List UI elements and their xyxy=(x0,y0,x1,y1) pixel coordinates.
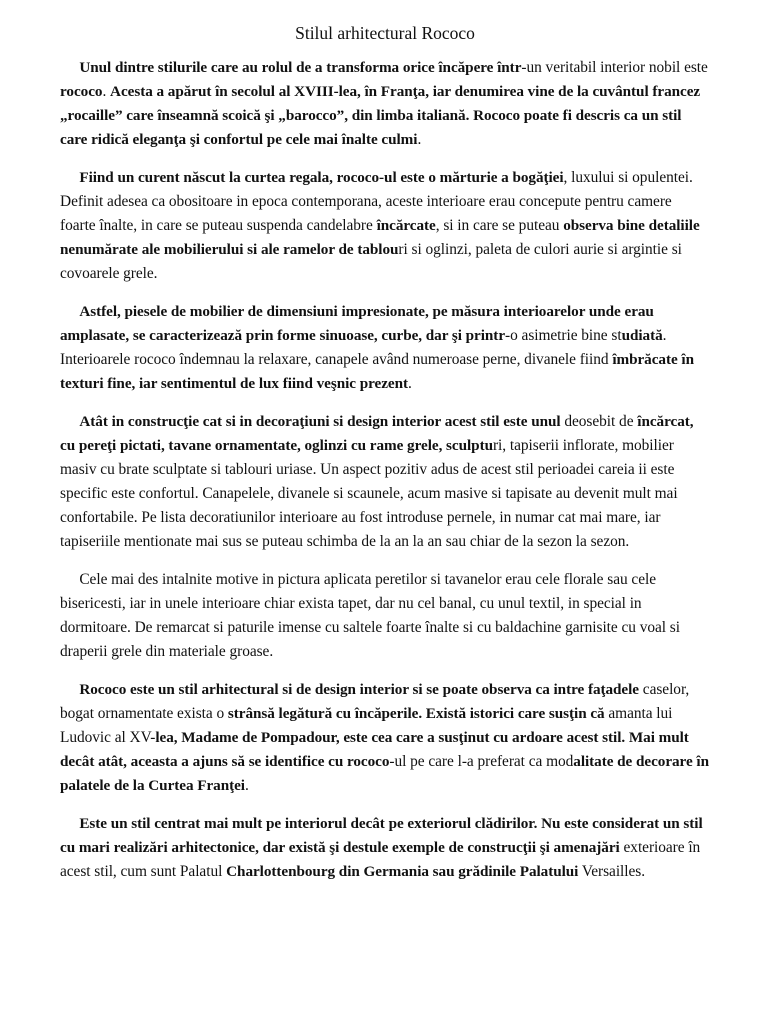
text-run: amanta lui Ludovic al XV- xyxy=(60,705,673,746)
text-run: Cele mai des intalnite motive in pictura aplicata peretilor si tavanelor erau cele florale sau cele bisericesti, iar in unele interioare chiar exista tapet, dar nu cel banal, cu unul textil, in special in dormitoare. De remarcat si paturile imense cu saltele foarte înalte si cu baldachine garnisite cu voal si draperii grele din materiale groase. xyxy=(60,571,680,660)
text-run: caselor, bogat ornamentate exista o xyxy=(60,681,690,722)
bold-text-run: îmbrăcate în texturi fine, iar sentimentul de lux fiind veşnic prezent xyxy=(60,351,694,392)
text-run: . Interioarele rococo îndemnau la relaxare, canapele având numeroase perne, divanele fiind xyxy=(60,327,667,368)
bold-text-run: Fiind un curent născut la curtea regala, rococo-ul este o mărturie a bogăţiei xyxy=(79,169,564,186)
bold-text-run: observa bine detaliile nenumărate ale mobilierului si ale ramelor de tablou xyxy=(60,217,700,258)
text-run: , si in care se puteau xyxy=(435,217,564,234)
paragraph xyxy=(60,812,710,884)
text-run: ri si oglinzi, paleta de culori aurie si argintie si covoarele grele. xyxy=(60,241,682,282)
paragraph xyxy=(60,300,710,396)
paragraph xyxy=(60,410,710,554)
bold-text-run: Este un stil centrat mai mult pe interiorul decât pe exteriorul clădirilor. Nu este considerat un stil cu mari realizări arhitectonice, dar există şi destule exemple de construcţii şi amenajări xyxy=(60,815,703,856)
text-run: -ul pe care l-a preferat ca mod xyxy=(389,753,574,770)
bold-text-run: Astfel, piesele de mobilier de dimensiuni impresionate, pe măsura interioarelor unde erau amplasate, se caracterizează prin forme sinuoase, curbe, dar şi printr xyxy=(60,303,654,344)
text-run: exterioare în acest stil, cum sunt Palatul xyxy=(60,839,701,880)
bold-text-run: încărcate xyxy=(376,217,436,234)
text-run: -un veritabil interior nobil este xyxy=(521,59,708,76)
text-run: deosebit de xyxy=(560,413,638,430)
text-run: Versailles. xyxy=(578,863,646,880)
document-title: Stilul arhitectural Rococo xyxy=(295,23,475,43)
text-run: . xyxy=(244,777,249,794)
text-run: . xyxy=(408,375,412,392)
bold-text-run: încărcat, cu pereţi pictati, tavane ornamentate, oglinzi cu rame grele, sculptu xyxy=(60,413,694,454)
paragraph xyxy=(60,56,710,152)
bold-text-run: Acesta a apărut în secolul al XVIII-lea, în Franţa, iar denumirea vine de la cuvântul francez „rocaille” care înseamnă scoică şi „barocco”, din limba italiană. Rococo poate fi descris ca un stil care ridică eleganţa şi confortul pe cele mai înalte culmi xyxy=(60,83,701,148)
text-run: , luxului si opulentei. Definit adesea ca obositoare in epoca contemporana, aceste interioare erau concepute pentru camere foarte înalte, in care se puteau suspenda candelabre xyxy=(60,169,693,234)
bold-text-run: lea, Madame de Pompadour, este cea care a susţinut cu ardoare acest stil. Mai mult decât atât, aceasta a ajuns să se identifice cu rococo xyxy=(60,729,689,770)
document-body xyxy=(60,56,710,884)
text-run: ri, tapiserii inflorate, mobilier masiv cu brate sculptate si tablouri uriase. Un aspect pozitiv adus de acest stil perioadei careia ii este specific este confortul. Canapelele, divanele si scaunele, acum masive si tapisate au devenit mult mai confortabile. Pe lista decoratiunilor interioare au fost introduse pernele, in numar cat mai mare, iar tapiseriile mentionate mai sus se puteau schimba de la an la an sau chiar de la sezon la sezon. xyxy=(60,437,678,550)
paragraph xyxy=(60,568,710,664)
text-run: -o asimetrie bine st xyxy=(505,327,622,344)
paragraph xyxy=(60,166,710,286)
bold-text-run: Atât in construcţie cat si in decoraţiuni si design interior acest stil este unul xyxy=(79,413,561,430)
bold-text-run: strânsă legătură cu încăperile. Există istorici care susţin că xyxy=(227,705,605,722)
bold-text-run: udiată xyxy=(621,327,663,344)
bold-text-run: alitate de decorare în palatele de la Curtea Franţei xyxy=(60,753,709,794)
text-run: . xyxy=(102,83,111,100)
bold-text-run: Rococo este un stil arhitectural si de design interior si se poate observa ca intre faţadele xyxy=(79,681,639,698)
text-run: . xyxy=(417,131,422,148)
bold-text-run: rococo xyxy=(60,83,103,100)
bold-text-run: Unul dintre stilurile care au rolul de a transforma orice încăpere într xyxy=(79,59,522,76)
paragraph xyxy=(60,678,710,798)
bold-text-run: Charlottenbourg din Germania sau grădinile Palatului xyxy=(226,863,579,880)
